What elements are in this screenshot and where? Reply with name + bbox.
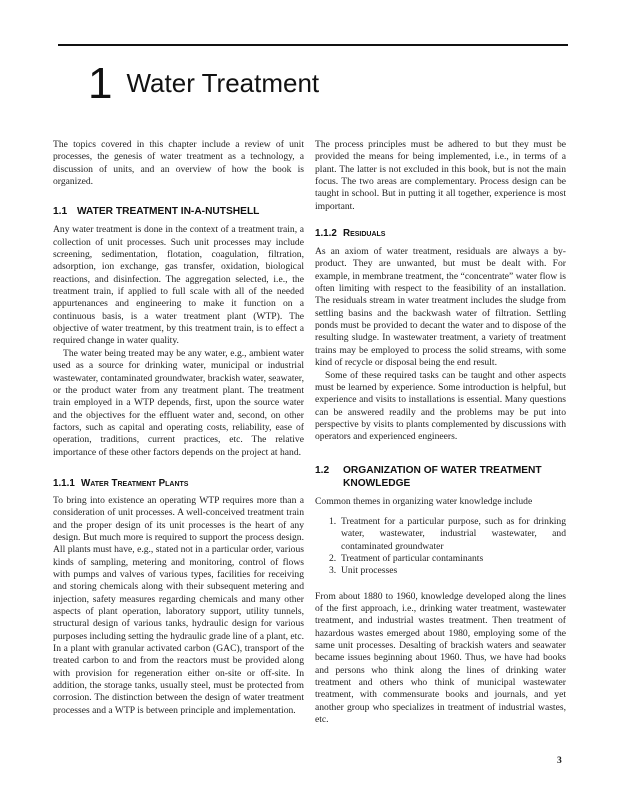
chapter-title: Water Treatment: [126, 68, 320, 98]
section-title-line2: KNOWLEDGE: [343, 477, 411, 489]
themes-list: [315, 516, 566, 578]
section-number: 1.2: [315, 464, 330, 476]
paragraph: Common themes in organizing water knowledge include: [315, 495, 533, 507]
page-number: 3: [557, 755, 562, 766]
chapter-number: 1: [88, 59, 113, 108]
paragraph: From about 1880 to 1960, knowledge developed along the lines of the first approach, i.e., drinking water treatment, wastewater treatment, and industrial wastes treatment. Then treatment of hazardous wastes emerged about 1980, employing some of the same unit processes. Desalting of brackish waters and seawater became issues beginning about 1960. Thus, we have had books and persons who think along the lines of drinking water treatment and others who think of municipal wastewater treatment, with commensurate books and journals, and yet another group who specializes in treatment of industrial wastes, etc.: [315, 590, 566, 726]
list-item: 3. Unit processes: [329, 565, 398, 577]
paragraph: As an axiom of water treatment, residuals are always a by-product. They are unwanted, but must be dealt with. For example, in membrane treatment, the “concentrate” water flow is often limiting with respect to the feasibility of an installation. The residuals stream in water treatment includes the sludge from settling basins and the backwash water of filtration. Settling ponds must be provided to decant the water and to dispose of the resulting sludge. In wastewater treatment, a variety of treatment trains may be employed to process the solid streams, with some kind of recycle or disposal being the end result.: [315, 246, 566, 369]
paragraph: Some of these required tasks can be taught and other aspects must be learned by experience. Some introduction is helpful, but experience and visits to installations is essential. Many questions can be answered readily and the problems may be put into perspective by visits to plants complemented by discussions with operators and experienced engineers.: [315, 369, 566, 443]
top-rule: [58, 44, 568, 46]
paragraph: Any water treatment is done in the context of a treatment train, a collection of unit processes. Such unit processes may include screening, sedimentation, flotation, coagulation, filtration, adsorption, ion exchange, gas transfer, oxidation, biological reactions, and disinfection. The aggregation selected, i.e., the treatment train, if applied to full scale with all of the needed appurtenances and engineering to make it function on a continuous basis, is a water treatment plant (WTP). The objective of water treatment, by this treatment train, is to effect a required change in water quality.: [53, 224, 304, 347]
list-item: 2. Treatment of particular contaminants: [329, 552, 484, 564]
section-heading-1-1-1: [53, 477, 304, 490]
chapter-heading: [88, 58, 319, 110]
section-heading-1-1-2: [315, 227, 566, 240]
paragraph: The process principles must be adhered to but they must be provided the means for being implemented, i.e., in terms of a plant. The latter is not excluded in this book, but is not the main focus. The two areas are complementary. Process design can be taught in school. But in putting it all together, experience is most important.: [315, 139, 566, 212]
section-heading-1-2: [315, 464, 566, 490]
section-number: 1.1.1: [53, 477, 75, 489]
section-title: WATER TREATMENT IN-A-NUTSHELL: [77, 206, 260, 218]
section-number: 1.1.2: [315, 228, 337, 240]
list-item: 1. Treatment for a particular purpose, such as for drinking water, wastewater, industrial wastewater, and contaminated groundwater: [329, 515, 566, 552]
section-title: Water Treatment Plants: [81, 477, 189, 489]
paragraph: The water being treated may be any water, e.g., ambient water used as a source for drinking water, municipal or industrial wastewater, contaminated groundwater, brackish water, seawater, or the product water from any treatment plant. The treatment train employed in a WTP depends, first, upon the source water and the objectives for the effluent water and, second, on other factors, such as capital and operating costs, reliability, ease of operation, traditions, current practices, etc. The relative importance of these other factors depends on the project at hand.: [53, 347, 304, 458]
right-column: [315, 139, 566, 726]
section-heading-1-1: [53, 205, 304, 218]
left-column: [53, 139, 304, 717]
paragraph: To bring into existence an operating WTP requires more than a consideration of unit processes. A well-conceived treatment train and the proper design of its unit processes is the heart of any design. But much more is required to support the process design. All plants must have, e.g., stated not in a particular order, various kinds of sampling, metering and monitoring, control of flows with pumps and valves of various types, facilities for receiving and storing chemicals along with their subsequent metering and injection, safety measures regarding chemicals and many other aspects of plant operation, laboratory support, utility tunnels, structural design of various tanks, hydraulic design for various purposes including setting the hydraulic grade line of a plant, etc. In a plant with granular activated carbon (GAC), transport of the treated carbon to and from the reactors must be provided along with provision for regeneration either on-site or off-site. In addition, the storage tanks, usually steel, must be protected from corrosion. The distinction between the design of water treatment processes and a WTP is between principle and implementation.: [53, 494, 304, 716]
intro-paragraph: The topics covered in this chapter include a review of unit processes, the genesis of water treatment as a technology, a discussion of units, and an overview of how the book is organized.: [53, 139, 304, 188]
section-title: Residuals: [343, 228, 386, 240]
section-title: [343, 464, 542, 490]
section-number: 1.1: [53, 206, 68, 218]
section-title-line1: ORGANIZATION OF WATER TREATMENT: [343, 464, 542, 476]
